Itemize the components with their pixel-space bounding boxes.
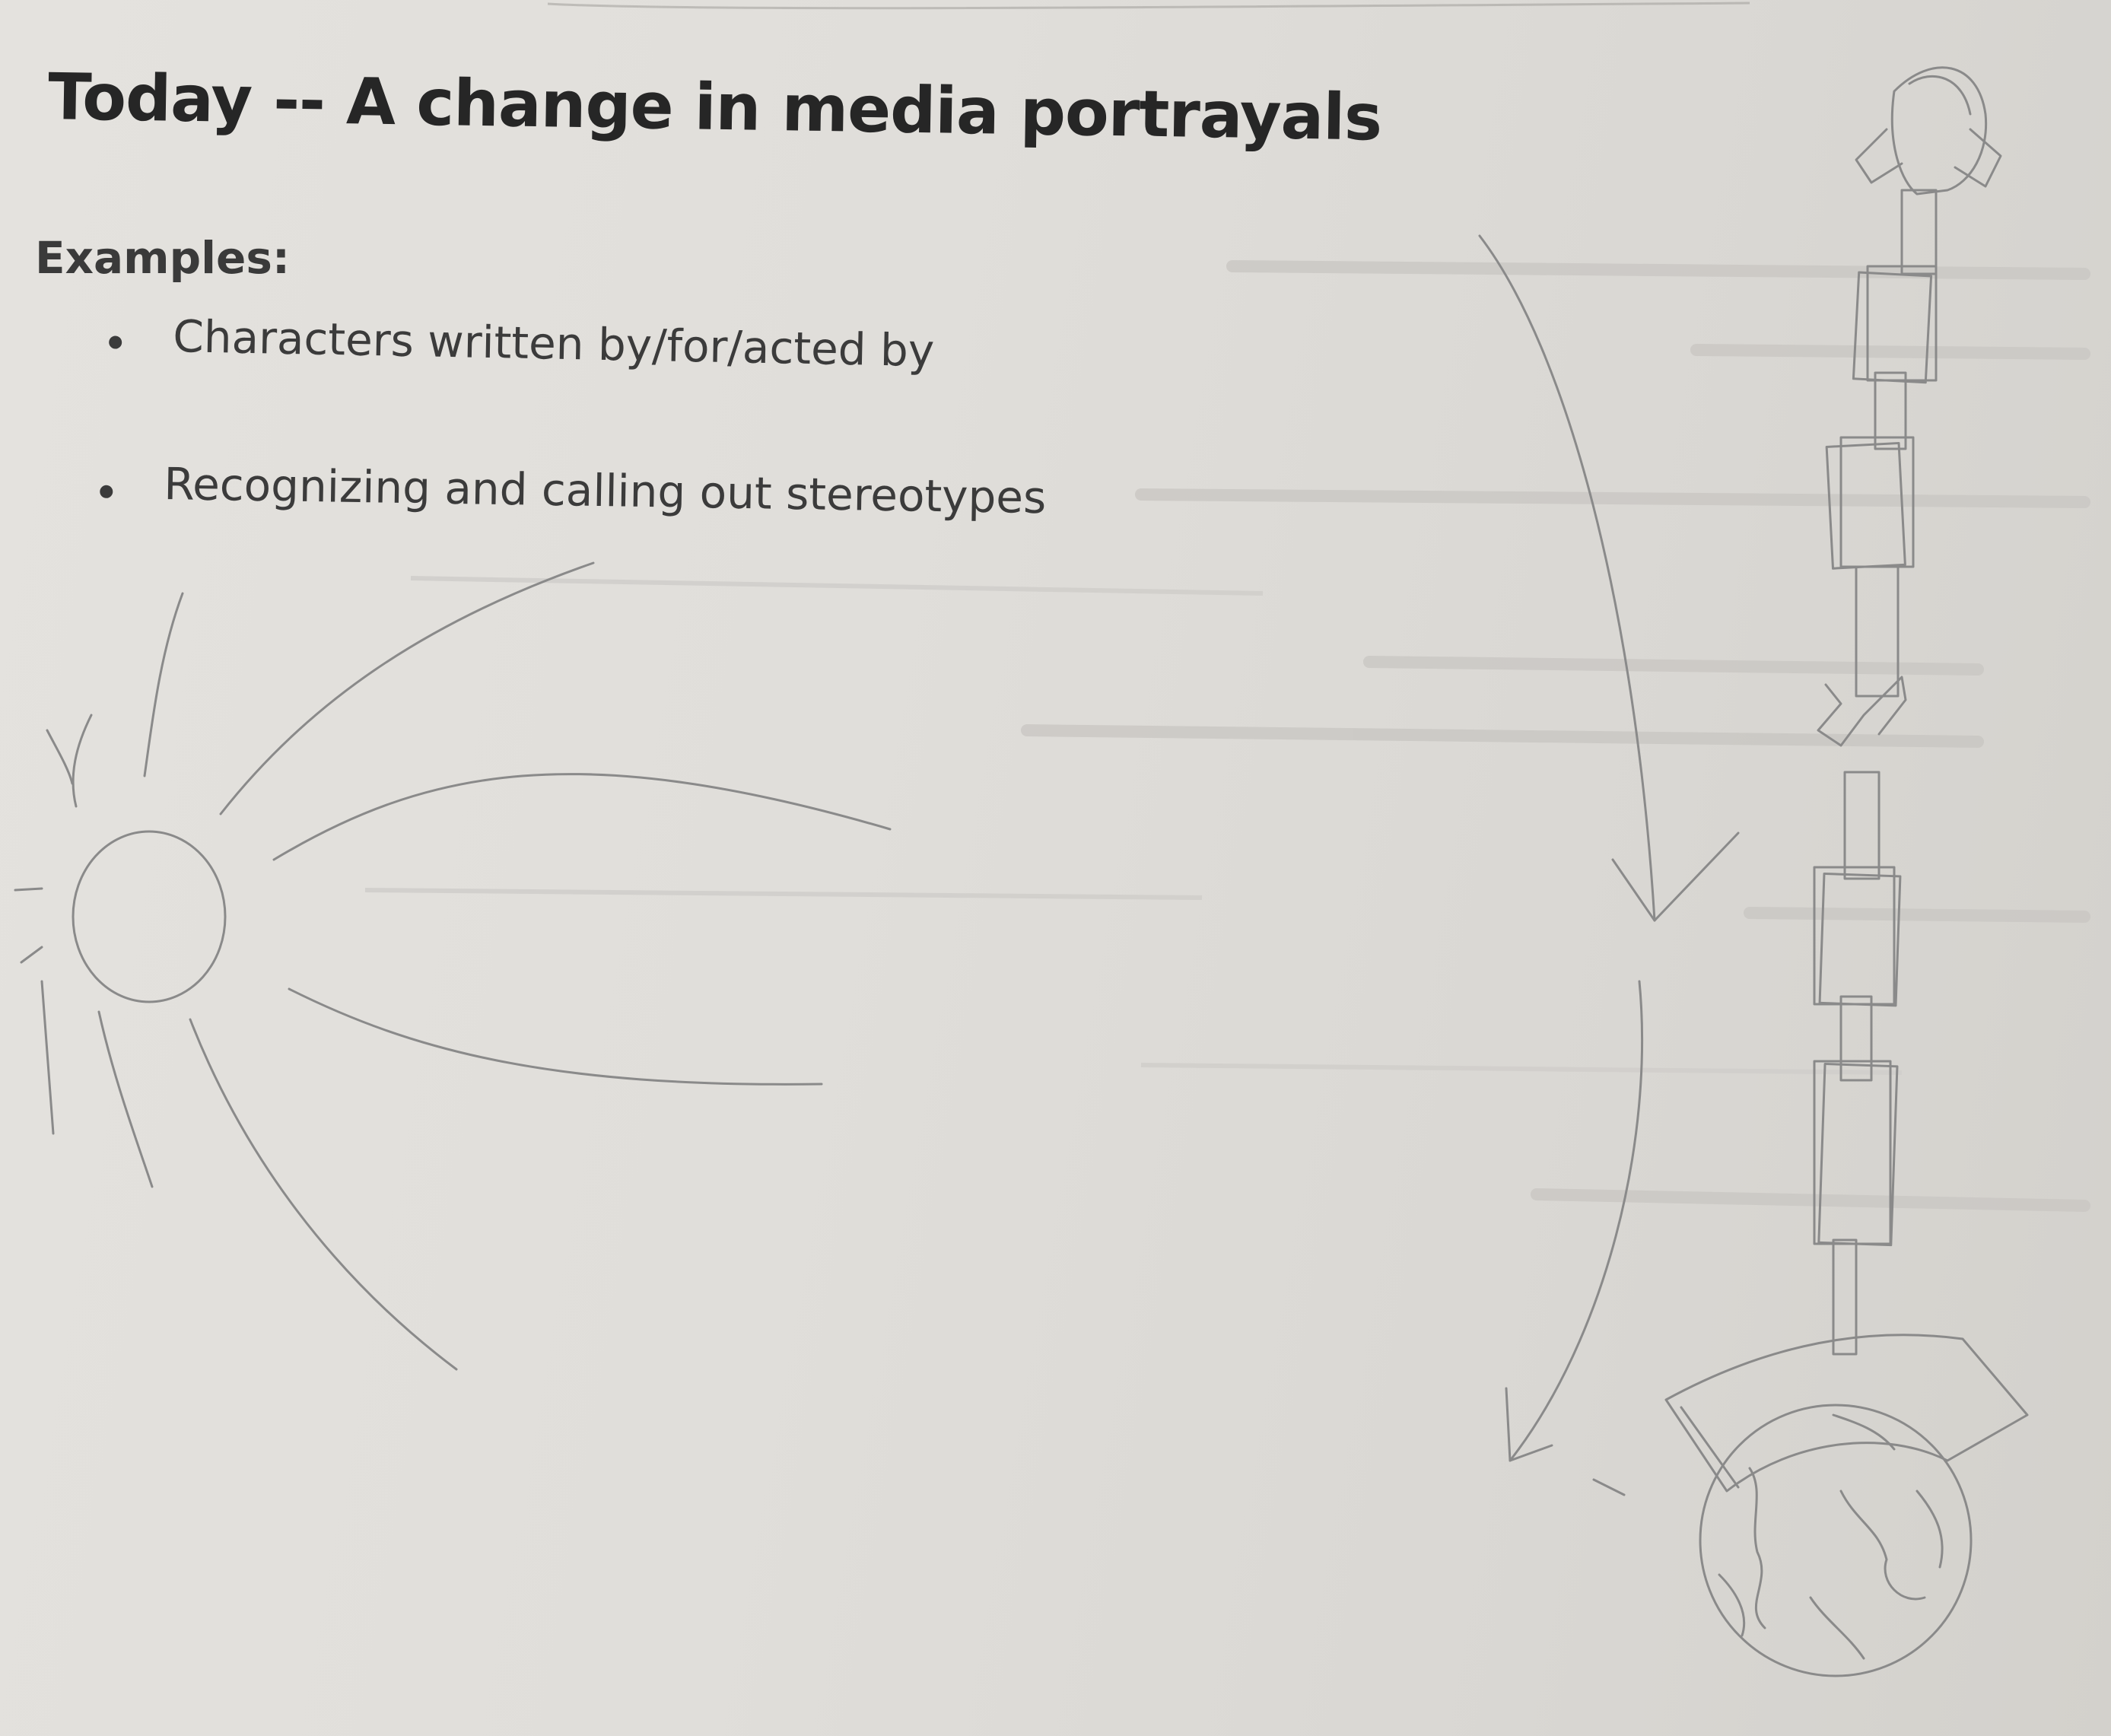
examples-heading: Examples: bbox=[35, 232, 291, 284]
sun-ray bbox=[42, 981, 53, 1133]
page-title: Today -- A change in media portrayals bbox=[47, 59, 1382, 155]
hand-fingers bbox=[1955, 129, 2001, 186]
chain-link bbox=[1826, 443, 1905, 568]
globe-continent bbox=[1811, 1598, 1864, 1658]
chain-link bbox=[1856, 567, 1898, 696]
globe-continent bbox=[1750, 1468, 1765, 1628]
sun-ray bbox=[15, 889, 42, 890]
chain-link bbox=[1845, 772, 1879, 879]
sun-circle bbox=[73, 831, 225, 1002]
sun-ray bbox=[21, 947, 42, 962]
sun-ray bbox=[190, 1019, 456, 1369]
shackle bbox=[1681, 1407, 1738, 1487]
chain-link bbox=[1814, 867, 1894, 1004]
arrow-head bbox=[1613, 833, 1738, 920]
globe-continent bbox=[1917, 1491, 1942, 1567]
chain-link bbox=[1814, 1061, 1890, 1244]
chain-break bbox=[1818, 677, 1906, 746]
chain-link bbox=[1853, 272, 1931, 383]
sun-ray bbox=[221, 563, 593, 814]
chain-link bbox=[1902, 190, 1936, 274]
chain-and-globe-sketch bbox=[1666, 68, 2027, 1676]
hand-fingers bbox=[1856, 129, 1902, 183]
sun-ray bbox=[289, 989, 822, 1084]
globe-continent bbox=[1841, 1491, 1925, 1599]
arrow-head bbox=[1506, 1388, 1552, 1461]
arrow-tick bbox=[1594, 1480, 1624, 1495]
chain-link bbox=[1820, 873, 1900, 1005]
sun-ray bbox=[73, 715, 91, 806]
hand-sketch bbox=[1909, 76, 1970, 114]
list-item-text: Characters written by/for/acted by bbox=[172, 310, 935, 377]
arrow-shaft bbox=[1510, 981, 1642, 1461]
curved-arrow-sketch bbox=[1480, 236, 1738, 1495]
arrow-shaft bbox=[1480, 236, 1655, 920]
chain-link bbox=[1841, 997, 1871, 1080]
sun-ray bbox=[145, 593, 183, 776]
list-item-text: Recognizing and calling out stereotypes bbox=[163, 458, 1047, 524]
chain-link bbox=[1819, 1064, 1897, 1245]
sun-ray bbox=[99, 1012, 152, 1187]
sun-ray bbox=[47, 730, 72, 784]
sun-sketch bbox=[15, 563, 890, 1369]
sun-ray bbox=[274, 774, 890, 860]
